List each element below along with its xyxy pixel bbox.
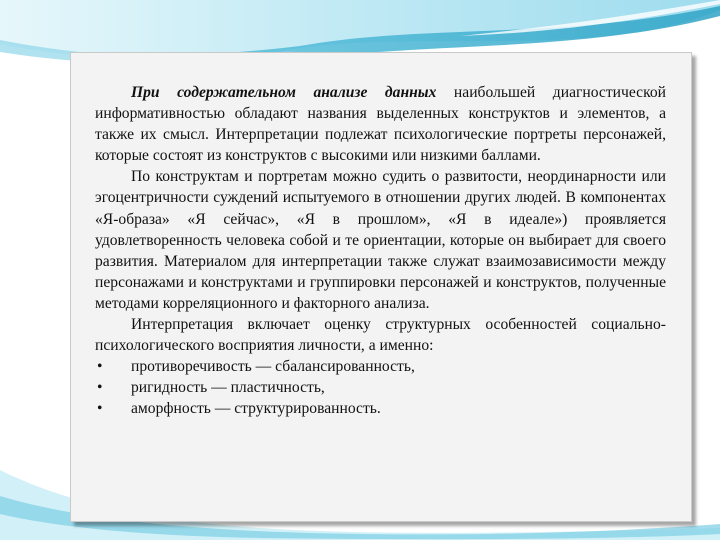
list-item-text: противоречивость — сбалансированность, (131, 358, 415, 376)
list-item-text: ригидность — пластичность, (131, 379, 325, 397)
bullet-icon: • (97, 400, 103, 418)
list-item-text: аморфность — структурированность. (131, 400, 381, 418)
paragraph-constructs: По конструктам и портретам можно судить о развитости, неординарности или эгоцентричности суждений испытуемого в отношении других людей. В компонентах «Я-образа» «Я сейчас», «Я в прошлом», «Я в идеале») проявляется удовлетворенность человека собой и те ориентации, которые он выбирает для своего развития. Материалом для интерпретации также служат взаимозависимости между персонажами и конструктами и группировки персонажей и конструктов, полученные методами корреляционного и факторного анализа. (95, 168, 666, 312)
bullet-icon: • (97, 358, 103, 376)
paragraph-analysis-body: наибольшей диагностической информативностью обладают названия выделенных конструктов и элементов, а также их смысл. Интерпретации подлежат психологические портреты персонажей, которые состоят из конструктов с высокими или низкими баллами. (95, 84, 666, 165)
paragraph-interpretation: Интерпретация включает оценку структурных особенностей социально-психологического восприятия личности, а именно: (95, 316, 666, 355)
bullet-icon: • (97, 379, 103, 397)
list-item (95, 377, 666, 398)
bullet-list (95, 356, 666, 419)
paragraph-analysis (95, 82, 666, 166)
slide-text (95, 82, 666, 420)
list-item (95, 398, 666, 419)
paragraph-analysis-lead: При содержательном анализе данных (131, 84, 437, 101)
list-item (95, 356, 666, 377)
